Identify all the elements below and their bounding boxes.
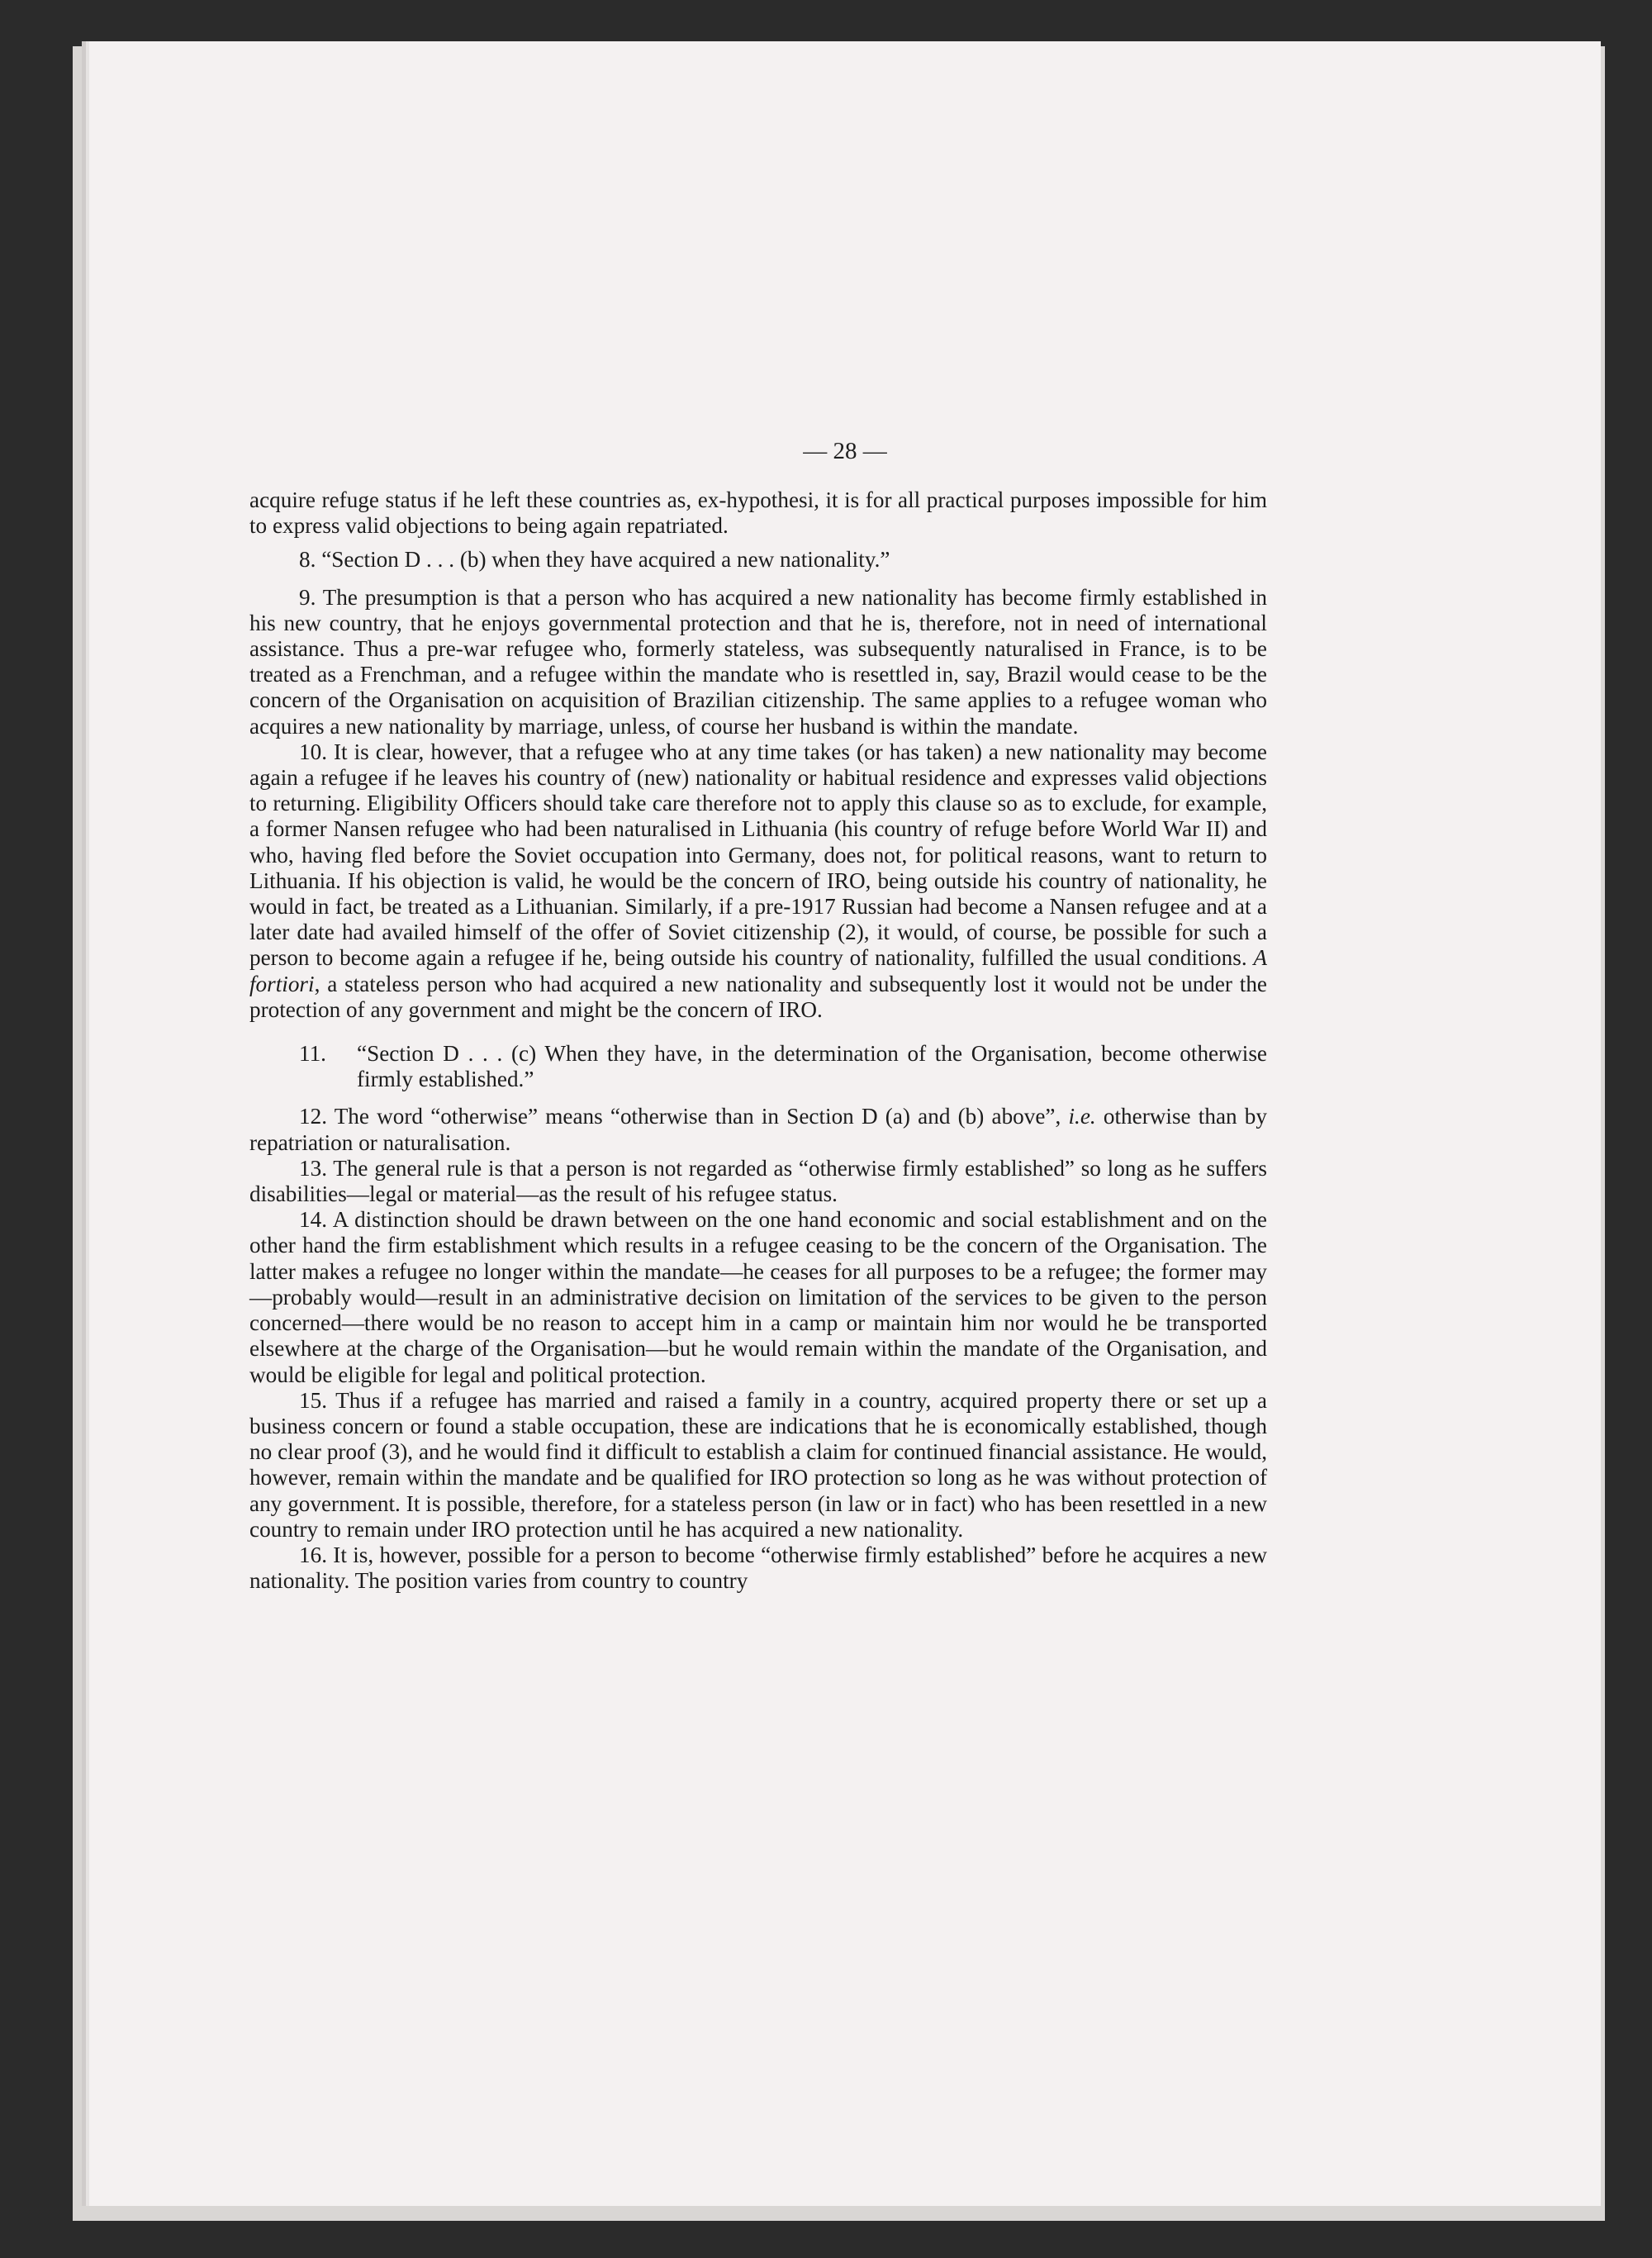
paragraph-14: 14. A distinction should be drawn between on the one hand economic and social establishment and on the other hand the firm establishment which results in a refugee ceasing to be the concern of the Organisation. The latter makes a refugee no longer within the mandate—he ceases for all purposes to be a refugee; the former may—probably would—result in an administrative decision on limitation of the services to be given to the person concerned—there would be no reason to accept him in a camp or maintain him nor would he be transported elsewhere at the charge of the Organisation—but he would remain within the mandate of the Organisation, and would be eligible for legal and political protection. (249, 1207, 1267, 1387)
paragraph-15: 15. Thus if a refugee has married and raised a family in a country, acquired property there or set up a business concern or found a stable occupation, these are indications that he is economically established, though no clear proof (3), and he would find it difficult to establish a claim for continued financial assistance. He would, however, remain within the mandate and be qualified for IRO protection so long as he was without protection of any government. It is possible, therefore, for a stateless person (in law or in fact) who has been resettled in a new country to remain under IRO protection until he has acquired a new nationality. (249, 1387, 1267, 1542)
paragraph-13: 13. The general rule is that a person is not regarded as “otherwise firmly established” so long as he suffers disabilities—legal or material—as the result of his refugee status. (249, 1155, 1267, 1207)
paragraph-10-text-b: , a stateless person who had acquired a new nationality and subsequently lost it would not be under the protection of any government and might be the concern of IRO. (249, 971, 1267, 1022)
paragraph-10-text-a: 10. It is clear, however, that a refugee who at any time takes (or has taken) a new nationality may become again a refugee if he leaves his country of (new) nationality or habitual residence and expresses valid objections to returning. Eligibility Officers should take care therefore not to apply this clause so as to exclude, for example, a former Nansen refugee who had been naturalised in Lithuania (his country of refuge before World War II) and who, having fled before the Soviet occupation into Germany, does not, for political reasons, want to return to Lithuania. If his objection is valid, he would be the concern of IRO, being outside his country of nationality, he would in fact, be treated as a Lithuanian. Similarly, if a pre-1917 Russian had become a Nansen refugee and at a later date had availed himself of the offer of Soviet citizenship (2), it would, of course, be possible for such a person to become again a refugee if he, being outside his country of nationality, fulfilled the usual conditions. (249, 739, 1267, 971)
paragraph-12-text-a: 12. The word “otherwise” means “otherwise than in Section D (a) and (b) above”, (299, 1104, 1061, 1129)
section-d-c-heading (249, 1041, 1267, 1092)
document-body (249, 487, 1267, 1594)
paragraph-12-text-b: otherwise than by repatriation or naturalisation. (249, 1104, 1267, 1155)
paragraph-12-italic: i.e. (1068, 1104, 1096, 1129)
section-d-b-heading: 8. “Section D . . . (b) when they have acquired a new nationality.” (299, 547, 890, 573)
paragraph-10 (249, 739, 1267, 1023)
paragraph-16: 16. It is, however, possible for a person to become “otherwise firmly established” before he acquires a new nationality. The position varies from country to country (249, 1542, 1267, 1594)
paragraph-continuation: acquire refuge status if he left these countries as, ex-hypothesi, it is for all practical purposes impossible for him to express valid objections to being again repatriated. (249, 487, 1267, 539)
document-page (89, 41, 1601, 2206)
section-d-c-number: 11. (299, 1041, 326, 1067)
page-number: — 28 — (803, 438, 887, 464)
paragraph-9: 9. The presumption is that a person who has acquired a new nationality has become firmly established in his new country, that he enjoys governmental protection and that he is, therefore, not in need of international assistance. Thus a pre-war refugee who, formerly stateless, was subsequently naturalised in France, is to be treated as a Frenchman, and a refugee within the mandate who is resettled in, say, Brazil would cease to be the concern of the Organisation on acquisition of Brazilian citizenship. The same applies to a refugee woman who acquires a new nationality by marriage, unless, of course her husband is within the mandate. (249, 584, 1267, 739)
section-d-c-text: “Section D . . . (c) When they have, in the determination of the Organisation, become otherwise firmly established.” (357, 1041, 1267, 1092)
paragraph-12 (249, 1104, 1267, 1155)
paragraph-10-italic: A fortiori (249, 945, 1268, 996)
